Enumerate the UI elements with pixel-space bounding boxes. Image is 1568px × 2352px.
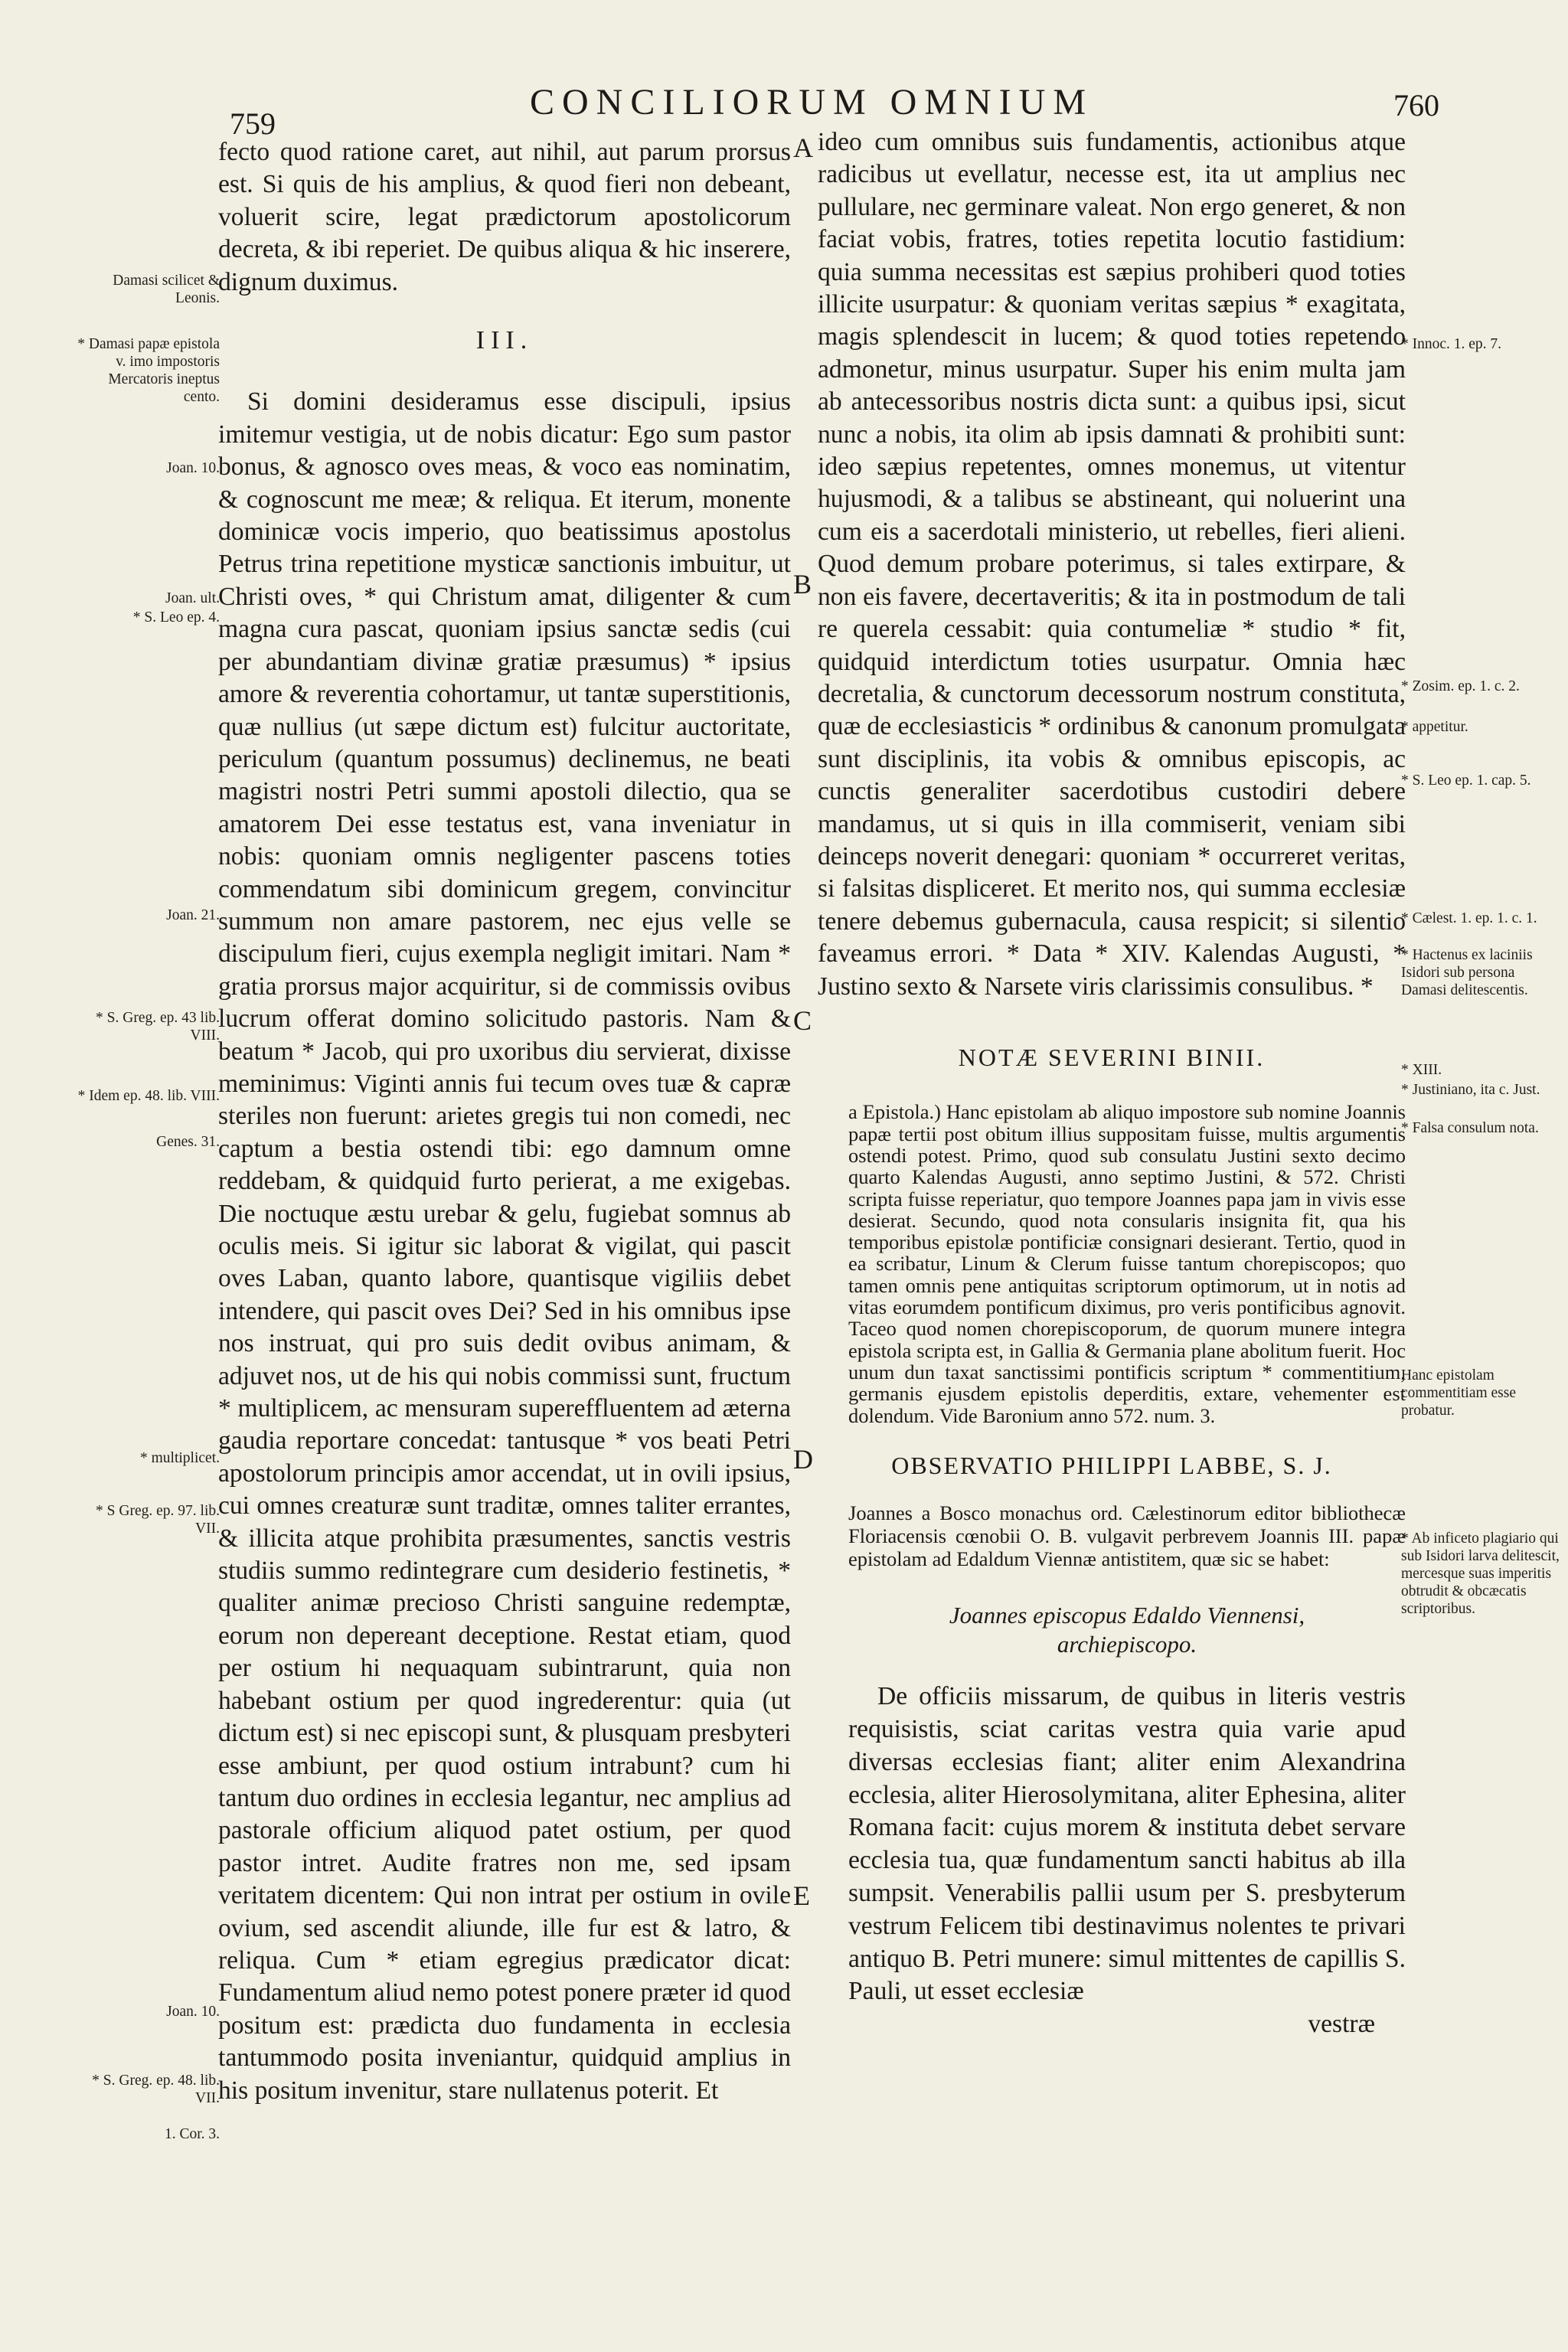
margin-note: * S. Leo ep. 4. [132, 609, 220, 626]
margin-note: * Damasi papæ epistola v. imo impostoris Mercatoris ineptus cento. [77, 336, 220, 405]
margin-note: * appetitur. [1401, 719, 1468, 735]
margin-note: * Justiniano, ita c. Just. [1401, 1082, 1540, 1098]
section-marker-e: E [793, 1880, 810, 1911]
margin-note: * S Greg. ep. 97. lib. VII. [96, 1503, 220, 1537]
letter-text: De officiis missarum, de quibus in literis vestris requisistis, sciat caritas vestra quia varie apud diversas ecclesias fiant; aliter enim Alexandrina ecclesia, aliter Hierosolymitana, aliter Ephesina, aliter Romana facit: cujus morem & instituta debet servare ecclesia tua, quæ fundamentum sancti habitus ab illa sumpsit. Venerabilis pallii usum per S. presbyterum vestrum Felicem tibi destinavimus nolentes te privari antiquo B. Petri munere: simul mittentes de capillis S. Pauli, ut esset ecclesiæ [848, 1682, 1406, 2006]
margin-note: * Zosim. ep. 1. c. 2. [1401, 678, 1520, 694]
margin-note: * Hactenus ex laciniis Isidori sub persona Damasi delitescentis. [1401, 947, 1533, 998]
letter-title-line1: Joannes episcopus Edaldo Viennensi, [949, 1602, 1305, 1629]
margin-note: Joan. 21. [166, 907, 220, 923]
margin-note: * Idem ep. 48. lib. VIII. [77, 1088, 220, 1104]
notae-heading: NOTÆ SEVERINI BINII. [958, 1043, 1266, 1071]
section-heading: III. [475, 326, 534, 355]
decree-continuation: ideo cum omnibus suis fundamentis, actionibus atque radicibus ut evellatur, necesse est, ita ut amplius nec pullulare, nec germinare valeat. Non ergo generet, & non faciat vobis, fratres, toties repetita locutio fastidium: quia summa necessitas est sæpius prohiberi quod toties illicite usurpatur: & quoniam veritas sæpius * exagitata, magis splendescit in lucem; & quod toties repetendo admonetur, minus usurpatur. Super his enim multa jam ab antecessoribus nostris dicta sunt: a quibus ipsi, sicut nunc a nobis, ita olim ab ipsis damnati & prohibiti sunt: ideo sæpius repetentes, omnes monemus, ut vitentur hujusmodi, & a talibus se abstineant, qui noluerint una cum eis a sacerdotali ministerio, ut rebelles, fieri alieni. Quod demum probare poterimus, si tales extirpare, & non eis favere, decertaveritis; & ita in postmodum de tali re querela cessabit: quia contumeliæ * studio * fit, quidquid interdictum toties usurpatur. Omnia hæc decretalia, & cunctorum decessorum nostrum constituta, quæ de ecclesiasticis * ordinibus & canonum promulgata sunt disciplinis, ita vobis & omnibus episcopis, ac cunctis generaliter sacerdotibus custodiri debere mandamus, ut si quis in illa commiserit, veniam sibi deinceps noverit denegari: quoniam * occurreret veritas, si falsitas displiceret. Et merito nos, qui summa ecclesiæ tenere debemus gubernacula, causa respicit; si silentio faveamus errori. * Data * XIV. Kalendas Augusti, * Justino sexto & Narsete viris clarissimis consulibus. * [818, 128, 1406, 1001]
margin-note: Damasi scilicet & Leonis. [113, 273, 220, 306]
margin-note: Genes. 31. [156, 1134, 220, 1150]
margin-note: * XIII. [1401, 1062, 1442, 1078]
margin-note: 1. Cor. 3. [164, 2126, 220, 2142]
margin-note: * multiplicet. [140, 1450, 220, 1466]
letter-title [818, 1601, 1406, 1659]
margin-note: * S. Leo ep. 1. cap. 5. [1401, 773, 1531, 789]
margin-note: Joan. 10. [166, 2004, 220, 2020]
section-marker-a: A [793, 132, 813, 163]
margin-note: * Cælest. 1. ep. 1. c. 1. [1401, 910, 1537, 926]
margin-note: * S. Greg. ep. 43 lib. VIII. [96, 1010, 220, 1044]
margin-note: * S. Greg. ep. 48. lib. VII. [92, 2073, 220, 2106]
left-column [218, 136, 791, 2107]
margin-note: * Innoc. 1. ep. 7. [1401, 336, 1502, 352]
section-marker-b: B [793, 569, 812, 599]
page-header [0, 81, 1568, 141]
observatio-text: Joannes a Bosco monachus ord. Cælestinorum editor bibliothecæ Floriacensis cœnobii O. B. vulgavit perbrevem Joannis III. papæ epistolam ad Edaldum Viennæ antistitem, quæ sic se habet: [848, 1501, 1406, 1571]
margin-note: * Ab inficeto plagiario qui sub Isidori larva delitescit, mercesque suas imperitis obtrudit & obcæcatis scriptoribus. [1401, 1530, 1560, 1617]
notae-text: a Epistola.) Hanc epistolam ab aliquo impostore sub nomine Joannis papæ tertii post obitum illius suppositam fuisse, multis argumentis ostendi potest. Primo, quod sub consulatu Justini sexto decimo quarto Kalendas Augusti, anno septimo Justini, & 572. Christi scripta fuisse reperiatur, quo tempore Joannes papa jam in vivis esse desierat. Secundo, quod nota consularis insignita fit, qua his temporibus epistolæ pontificiæ consignari desierant. Tertio, quod in ea scribatur, Linum & Clerum fuisse tantum chorepiscopos; quo tamen omnis pene antiquitas scriptorum optimorum, ut in notis ad vitas eorumdem pontificum diximus, pro veris pontificibus agnovit. Taceo quod nomen chorepiscoporum, de quorum munere integra epistola scripta est, in Gallia & Germania plane abolitum fuerit. Hoc unum dun taxat sanctissimi pontificis scriptum * commentitium, germanis ejusdem epistolis deperditis, extare, vehementer est dolendum. Vide Baronium anno 572. num. 3. [848, 1100, 1406, 1427]
closing-word: vestræ [1308, 2010, 1375, 2039]
margin-note: Joan. 10. [166, 460, 220, 476]
running-head-title: CONCILIORUM OMNIUM [529, 82, 1093, 122]
decree-body: Si domini desideramus esse discipuli, ipsius imitemur vestigia, ut de nobis dicatur: Ego sum pastor bonus, & agnosco oves meas, & voco eas nominatim, & cognoscunt me meæ; & reliqua. Et iterum, monente dominicæ vocis imperio, quo beatissimus apostolus Petrus trina repetitione mysticæ sanctionis imbuitur, ut Christi oves, * qui Christum amat, diligenter & cum magna cura pascat, quoniam ipsius sanctæ sedis (cui per abundantiam divinæ gratiæ præsumus) * ipsius amore & reverentia cohortamur, ut tantæ superstitionis, quæ nullius (ut sæpe dictum est) fulcitur auctoritate, periculum (quantum possumus) declinemus, ne beati magistri nostri Petri summi apostoli dilectio, qua se amatorem Dei esse testatus est, vana inveniatur in nobis: quoniam omnis negligenter pascens toties commendatum sibi dominicum gregem, convincitur summum non amare pastorem, nec ejus velle se discipulum fieri, cujus exempla negligit imitari. Nam * gratia prorsus major acquiritur, si de commissis ovibus lucrum offerat domino solicitudo pastoris. Nam & beatum * Jacob, qui pro uxoribus diu servierat, dixisse meminimus: Viginti annis fui tecum oves tuæ & capræ steriles non fuerunt: arietes gregis tui non comedi, nec captum a bestia ostendi tibi: ego damnum omne reddebam, & quidquid furto perierat, a me exigebas. Die noctuque æstu urebar & gelu, fugiebat somnus ab oculis meis. Si igitur sic laborat & vigilat, qui pascit oves Laban, quanto labore, quantisque vigiliis debet intendere, qui pascit oves Dei? Sed in his omnibus ipse nos instruat, qui pro suis dedit ovibus animam, & adjuvet nos, ut de his qui nobis commissi sunt, fructum * multiplicem, ac mensuram supereffluentem ad æterna gaudia reportare concedat: tantusque * vos beati Petri apostolorum principis amor accendat, ut in ovili ipsius, cui omnes creaturæ sunt traditæ, omnes taliter errantes, & illicita atque prohibita præsumentes, sanctis vestris studiis summo redintegrare cum desiderio festinetis, * qualiter animæ precioso Christi sanguine redemptæ, eorum non depereant deceptione. Restat etiam, quod per ostium hi nequaquam subintrarunt, quia non habebant ostium per quod ingrederentur: quia (ut dictum est) si nec episcopi sunt, & plusquam presbyteri esse ambiunt, per quod ostium intrabunt? cum hi tantum duo ordines in ecclesia legantur, nec amplius ad pastorale officium aliquod patet ostium, per quod pastor intret. Audite fratres non me, sed ipsam veritatem dicentem: Qui non intrat per ostium in ovile ovium, sed ascendit aliunde, ille fur est & latro, & reliqua. Cum * etiam egregius prædicator dicat: Fundamentum aliud nemo potest ponere præter id quod positum est: prædicta duo fundamenta in ecclesia tantummodo posita inveniantur, quidquid amplius in his positum invenitur, stare nullatenus poterit. Et [218, 387, 791, 2105]
right-page-number: 760 [1393, 88, 1439, 122]
margin-note: Joan. ult. [165, 590, 220, 606]
section-marker-c: C [793, 1005, 812, 1036]
margin-note: * Falsa consulum nota. [1401, 1120, 1539, 1136]
section-marker-d: D [793, 1444, 813, 1475]
letter-title-line2: archiepiscopo. [1057, 1631, 1197, 1658]
observatio-heading: OBSERVATIO PHILIPPI LABBE, S. J. [891, 1451, 1332, 1479]
intro-paragraph: fecto quod ratione caret, aut nihil, aut parum prorsus est. Si quis de his amplius, & quod fieri non debeant, voluerit scire, legat prædictorum apostolicorum decreta, & ibi reperiet. De quibus aliqua & hic inserere, dignum duximus. [218, 138, 791, 296]
margin-note: Hanc epistolam commentitiam esse probatur. [1401, 1367, 1517, 1419]
left-page-number: 759 [230, 106, 276, 141]
right-column [818, 126, 1406, 2041]
